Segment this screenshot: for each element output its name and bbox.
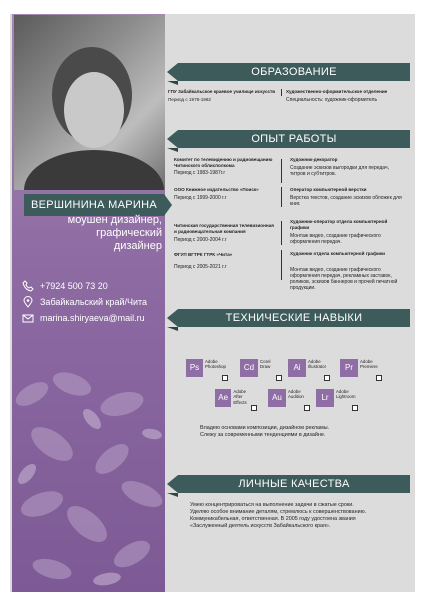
skill-name: Lightroom [336, 394, 356, 400]
skill-name: After Effects [233, 394, 247, 405]
audition-icon: Au [268, 389, 286, 407]
position: Оператор компьютерной верстки [290, 187, 367, 192]
phone-icon [22, 280, 34, 292]
contact-email[interactable] [22, 312, 145, 324]
experience-period: Период с 1983-1987г.г [174, 170, 226, 176]
section-skills-header: ТЕХНИЧЕСКИЕ НАВЫКИ [178, 309, 410, 327]
contact-location [22, 296, 147, 308]
skill-name: Illustrator [308, 364, 327, 370]
skill-name: Audition [288, 394, 304, 400]
skill-vendor: Adobe [205, 359, 218, 364]
qualities-line: Коммуникабельная, ответственная. В 2005 году удостоена звания [190, 516, 356, 522]
lightroom-icon: Lr [316, 389, 334, 407]
section-experience-header: ОПЫТ РАБОТЫ [178, 130, 410, 148]
company-name-line2: и радиовещательная компания [174, 229, 246, 234]
skill-vendor: Corel [260, 359, 271, 364]
divider [281, 187, 282, 207]
experience-desc: Монтаж видео, создание графического оформления передач, рекламных заставок, роликов, эскизов баннеров и прочей печатной продукции. [290, 267, 398, 291]
skill-vendor: Adobe [288, 389, 301, 394]
job-title-line2: графический дизайнер [96, 227, 162, 252]
skill-after-effects [215, 389, 255, 411]
contact-phone[interactable] [22, 280, 108, 292]
experience-period: Период с 2005-2021 г.г [174, 264, 227, 270]
skill-name: Draw [260, 364, 271, 370]
skill-vendor: Adobe [233, 389, 247, 394]
premiere-icon: Pr [340, 359, 358, 377]
checkbox [276, 375, 282, 381]
qualities-line: Уделяю особое внимание деталям, стремлюсь к совершенствованию. [190, 509, 367, 515]
checkbox [352, 405, 358, 411]
leaves-decoration [12, 364, 165, 592]
skill-name: Photoshop [205, 364, 226, 370]
skill-lightroom [316, 389, 356, 411]
experience-desc: Создание эскизов выгородки для передач, титров и субтитров. [290, 165, 389, 177]
coreldraw-icon: Cd [240, 359, 258, 377]
skill-illustrator [288, 359, 328, 381]
skill-audition [268, 389, 308, 411]
skill-photoshop [186, 359, 226, 381]
company-name: ООО Книжное издательство «Поиск» [174, 187, 259, 192]
divider [281, 250, 282, 280]
mail-icon [22, 312, 34, 324]
position: Художник отдела компьютерной графики [290, 251, 385, 256]
profile-photo [14, 15, 165, 190]
position: Художник-оператор отдела компьютерной графики [290, 219, 388, 230]
checkbox [222, 375, 228, 381]
qualities-text [190, 502, 408, 530]
photoshop-icon: Ps [186, 359, 203, 377]
skill-coreldraw [240, 359, 280, 381]
skill-vendor: Adobe [336, 389, 349, 394]
checkbox [376, 375, 382, 381]
checkbox [324, 375, 330, 381]
skills-note-line1: Владею основами композиции, дизайном рекламы. [200, 425, 330, 431]
skills-note-line2: Слежу за современными тенденциями в дизайне. [200, 432, 326, 438]
job-title [50, 214, 162, 253]
illustrator-icon: Ai [288, 359, 306, 377]
job-title-line1: моушен дизайнер, [67, 214, 162, 226]
phone-number: +7924 500 73 20 [40, 281, 108, 291]
company-name: ФГУП ВГТРК ГТРК «Чита» [174, 252, 233, 257]
experience-desc: Верстка текстов, создание эскизов обложек для книг. [290, 195, 402, 207]
qualities-line: «Заслуженный деятель искусств Забайкальского края». [190, 523, 331, 529]
qualities-line: Умею концентрироваться на выполнение задачи в сжатые сроки. [190, 502, 354, 508]
skill-vendor: Adobe [308, 359, 321, 364]
experience-period: Период с 2000-2004 г.г [174, 237, 227, 243]
skills-note [200, 425, 400, 439]
full-name: ВЕРШИНИНА МАРИНА [30, 199, 157, 211]
section-qualities-header: ЛИЧНЫЕ КАЧЕСТВА [178, 475, 410, 493]
company-name: Читинская государственная телевизионная [174, 223, 274, 228]
divider [281, 221, 282, 245]
experience-desc: Монтаж видео, создание графического оформления передач. [290, 233, 381, 245]
skill-vendor: Adobe [360, 359, 373, 364]
education-dept: Художественно-оформительское отделение [286, 89, 388, 94]
skill-premiere [340, 359, 380, 381]
position: Художник-декоратор [290, 157, 338, 162]
checkbox [304, 405, 310, 411]
name-banner [24, 194, 164, 216]
checkbox [251, 405, 257, 411]
after-effects-icon: Ae [215, 389, 231, 407]
company-name-line2: Читинского облисполкома [174, 163, 235, 168]
email-address: marina.shiryaeva@mail.ru [40, 313, 145, 323]
education-specialty: Специальность: художник-оформитель [286, 97, 378, 103]
experience-period: Период с 1999-2000 г.г [174, 195, 227, 201]
education-period: Период с 1978-1982 [168, 97, 211, 102]
company-name: Комитет по телевидению и радиовещанию [174, 157, 273, 162]
section-education-header: ОБРАЗОВАНИЕ [178, 63, 410, 81]
divider [281, 159, 282, 183]
location: Забайкальский край/Чита [40, 297, 148, 307]
skill-name: Premiere [360, 364, 378, 370]
location-pin-icon [22, 296, 34, 308]
education-school: ГПУ Забайкальское краевое училище искусств [168, 89, 276, 94]
divider [281, 89, 282, 96]
